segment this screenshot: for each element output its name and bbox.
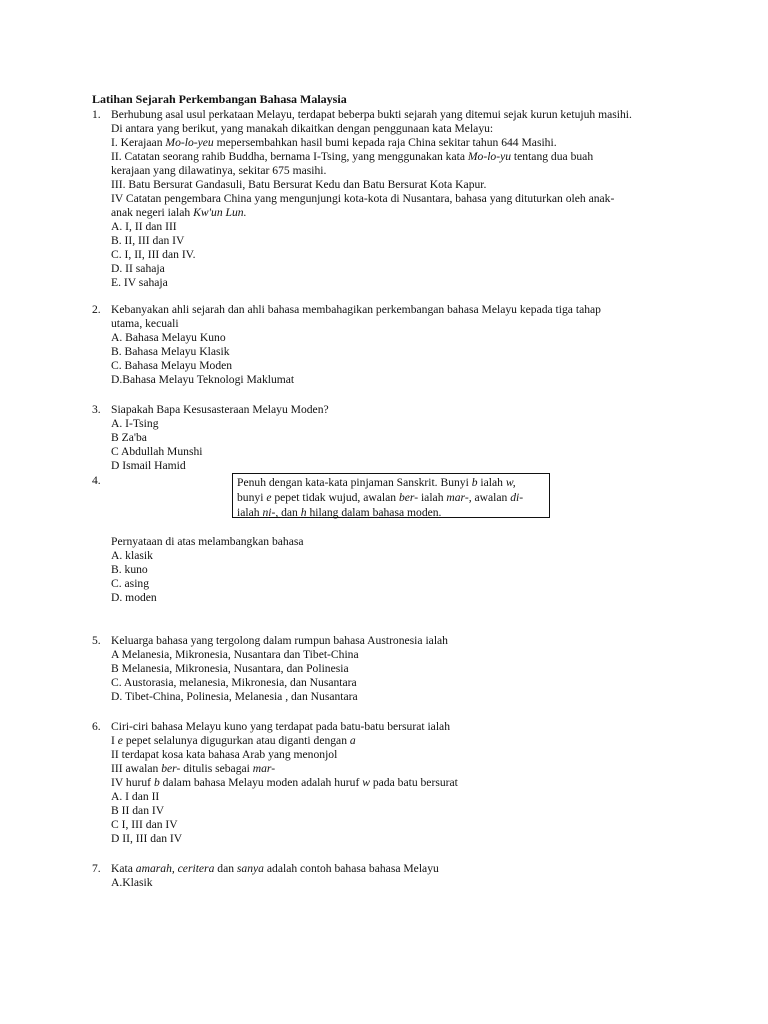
option: C. asing (111, 577, 150, 590)
question-number: 3. (92, 403, 101, 416)
question-stem: Pernyataan di atas melambangkan bahasa (111, 535, 304, 548)
statement-iii: III awalan ber- ditulis sebagai mar- (111, 762, 276, 775)
option: E. IV sahaja (111, 276, 168, 289)
question-number: 2. (92, 303, 101, 316)
statement-box: Penuh dengan kata-kata pinjaman Sanskrit. Bunyi b ialah w, bunyi e pepet tidak wujud, awalan ber- ialah mar-, awalan di- ialah ni-, dan h hilang dalam bahasa moden. (232, 473, 550, 518)
question-stem: Kebanyakan ahli sejarah dan ahli bahasa membahagikan perkembangan bahasa Melayu kepada tiga tahap (111, 303, 601, 316)
option: A. klasik (111, 549, 153, 562)
statement-i: I e pepet selalunya digugurkan atau diganti dengan a (111, 734, 356, 747)
option: C. I, II, III dan IV. (111, 248, 196, 261)
option: A.Klasik (111, 876, 153, 889)
statement-ii: II. Catatan seorang rahib Buddha, bernama I-Tsing, yang menggunakan kata Mo-lo-yu tentang dua buah (111, 150, 594, 163)
option: B. Bahasa Melayu Klasik (111, 345, 230, 358)
question-stem: Berhubung asal usul perkataan Melayu, terdapat beberpa bukti sejarah yang ditemui sejak kurun ketujuh masihi. (111, 108, 632, 121)
option: A Melanesia, Mikronesia, Nusantara dan Tibet-China (111, 648, 359, 661)
option: D Ismail Hamid (111, 459, 186, 472)
option: B. kuno (111, 563, 148, 576)
question-7 (92, 862, 692, 890)
option: D.Bahasa Melayu Teknologi Maklumat (111, 373, 295, 386)
option: A. Bahasa Melayu Kuno (111, 331, 226, 344)
question-stem: Siapakah Bapa Kesusasteraan Melayu Moden? (111, 403, 329, 416)
option: D. II sahaja (111, 262, 165, 275)
statement-i: I. Kerajaan Mo-lo-yeu mepersembahkan hasil bumi kepada raja China sekitar tahun 644 Masihi. (111, 136, 557, 149)
statement-iv-cont: anak negeri ialah Kw'un Lun. (111, 206, 247, 219)
option: A. I dan II (111, 790, 160, 803)
question-number: 7. (92, 862, 101, 875)
statement-ii: II terdapat kosa kata bahasa Arab yang menonjol (111, 748, 338, 761)
option: B. II, III dan IV (111, 234, 185, 247)
option: D II, III dan IV (111, 832, 183, 845)
question-number: 6. (92, 720, 101, 733)
option: C Abdullah Munshi (111, 445, 203, 458)
option: C I, III dan IV (111, 818, 178, 831)
option: C. Bahasa Melayu Moden (111, 359, 233, 372)
question-stem: Ciri-ciri bahasa Melayu kuno yang terdapat pada batu-batu bersurat ialah (111, 720, 450, 733)
option: D. Tibet-China, Polinesia, Melanesia , dan Nusantara (111, 690, 358, 703)
question-1 (92, 108, 692, 290)
question-4-body (92, 535, 692, 605)
statement-iv: IV huruf b dalam bahasa Melayu moden adalah huruf w pada batu bersurat (111, 776, 458, 789)
question-2 (92, 303, 692, 387)
option: D. moden (111, 591, 157, 604)
option: B Za'ba (111, 431, 147, 444)
question-number: 5. (92, 634, 101, 647)
statement-iv: IV Catatan pengembara China yang mengunjungi kota-kota di Nusantara, bahasa yang dituturkan oleh anak- (111, 192, 615, 205)
question-stem: Di antara yang berikut, yang manakah dikaitkan dengan penggunaan kata Melayu: (111, 122, 494, 135)
question-number: 1. (92, 108, 101, 121)
question-number: 4. (92, 474, 101, 487)
question-stem: Kata amarah, ceritera dan sanya adalah contoh bahasa bahasa Melayu (111, 862, 439, 875)
question-6 (92, 720, 692, 846)
option: A. I, II dan III (111, 220, 177, 233)
option: B II dan IV (111, 804, 165, 817)
statement-ii-cont: kerajaan yang dilawatinya, sekitar 675 masihi. (111, 164, 327, 177)
question-5 (92, 634, 692, 704)
option: A. I-Tsing (111, 417, 159, 430)
page-title: Latihan Sejarah Perkembangan Bahasa Malaysia (92, 92, 347, 106)
statement-iii: III. Batu Bersurat Gandasuli, Batu Bersurat Kedu dan Batu Bersurat Kota Kapur. (111, 178, 487, 191)
question-stem: utama, kecuali (111, 317, 179, 330)
question-stem: Keluarga bahasa yang tergolong dalam rumpun bahasa Austronesia ialah (111, 634, 448, 647)
option: B Melanesia, Mikronesia, Nusantara, dan Polinesia (111, 662, 349, 675)
question-3 (92, 403, 692, 473)
option: C. Austorasia, melanesia, Mikronesia, dan Nusantara (111, 676, 357, 689)
